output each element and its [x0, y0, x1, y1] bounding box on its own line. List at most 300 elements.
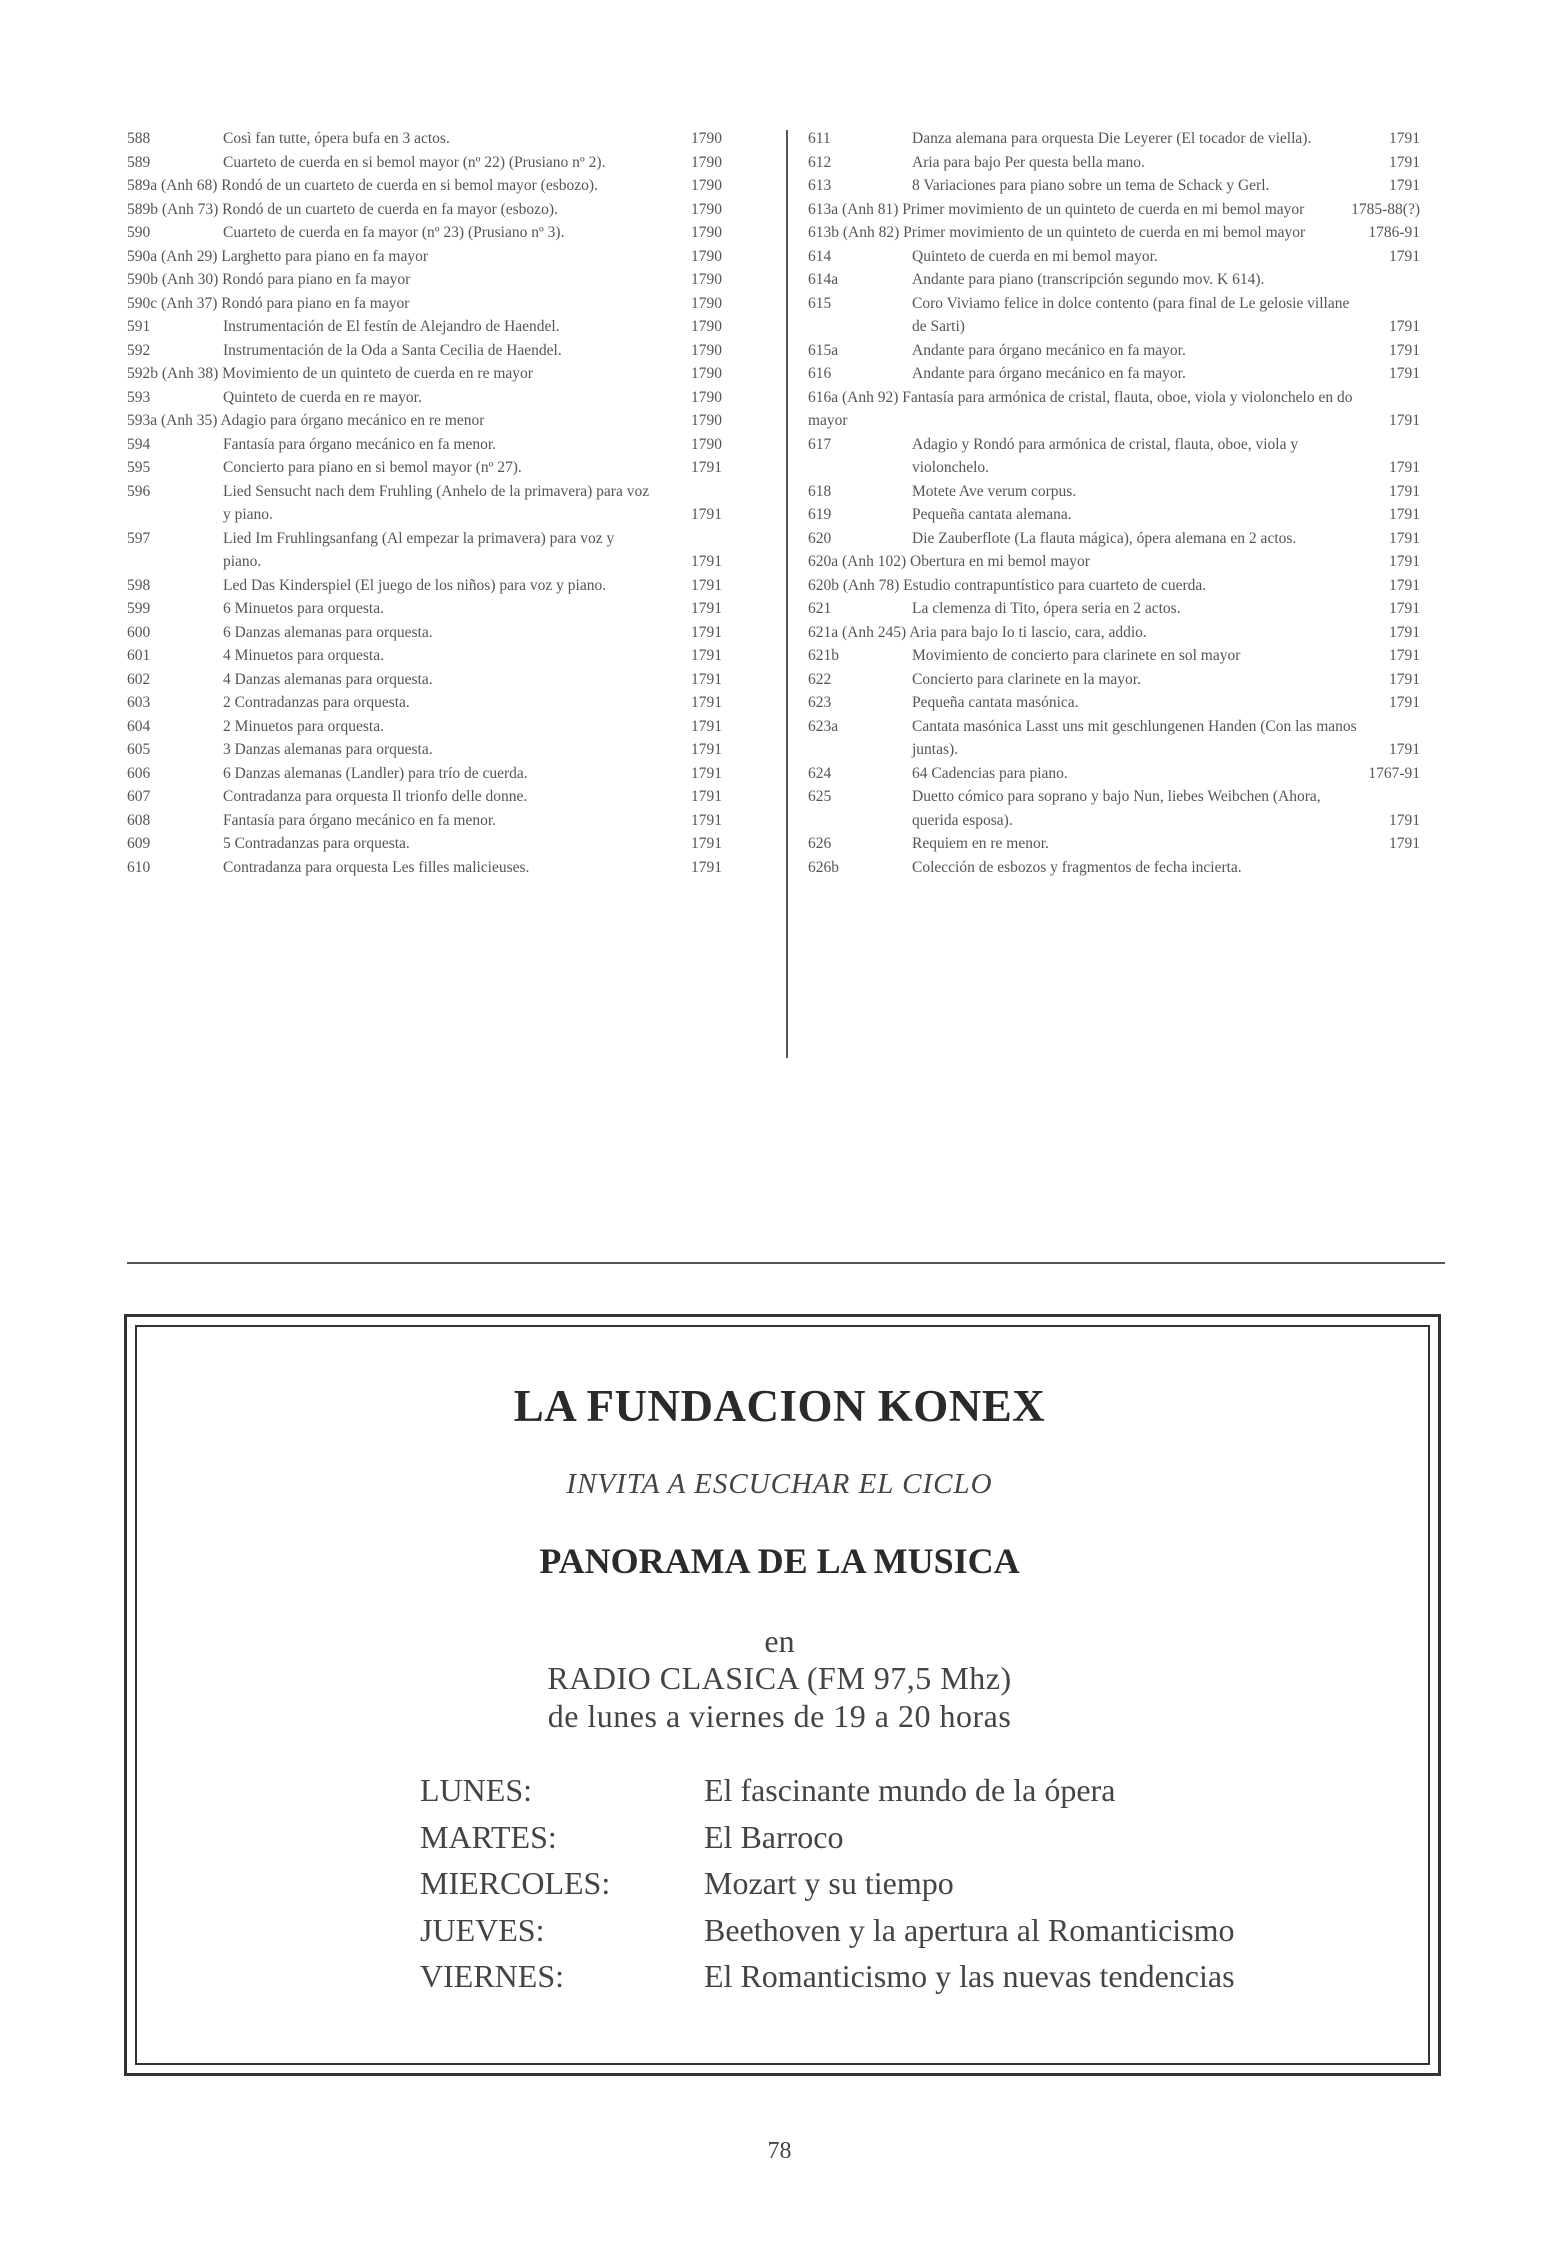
catalog-description: Obertura en mi bemol mayor [910, 553, 1090, 570]
catalog-year: 1791 [1389, 694, 1420, 711]
catalog-description: Movimiento de concierto para clarinete en sol mayor [912, 647, 1241, 664]
catalog-entry [127, 785, 722, 809]
catalog-entry-text [223, 456, 650, 480]
catalog-entry-text [808, 621, 1358, 645]
catalog-entry-text [223, 856, 650, 880]
catalog-entry [127, 527, 722, 574]
catalog-number: 613a (Anh 81) [808, 200, 899, 218]
catalog-entry-text [808, 386, 1358, 433]
schedule-topic: Beethoven y la apertura al Romanticismo [704, 1911, 1235, 1948]
catalog-description: Quinteto de cuerda en mi bemol mayor. [912, 247, 1158, 265]
catalog-entry [808, 127, 1420, 151]
catalog-number: 607 [127, 788, 151, 805]
catalog-entry [808, 198, 1420, 222]
ad-radio: RADIO CLASICA (FM 97,5 Mhz) [547, 1660, 1012, 1696]
catalog-year: 1790 [691, 294, 722, 312]
catalog-description: 8 Variaciones para piano sobre un tema de Schack y Gerl. [912, 177, 1270, 194]
catalog-entry [127, 268, 722, 292]
catalog-entry-text [223, 715, 650, 739]
catalog-number: 588 [127, 130, 151, 147]
catalog-entry [808, 550, 1420, 574]
catalog-entry-text [223, 127, 650, 151]
catalog-year: 1790 [691, 388, 722, 406]
catalog-year: 1791 [691, 647, 722, 664]
catalog-number: 614 [808, 247, 832, 265]
catalog-entry-text [912, 527, 1358, 551]
catalog-description: Rondó de un cuarteto de cuerda en fa mayor (esbozo). [222, 200, 558, 218]
catalog-year: 1791 [1389, 647, 1420, 664]
catalog-year: 1791 [691, 717, 722, 735]
catalog-year: 1791 [1389, 177, 1420, 194]
catalog-number: 605 [127, 741, 151, 758]
catalog-year: 1791 [691, 764, 722, 782]
catalog-year: 1791 [1389, 459, 1420, 476]
catalog-entry-text [912, 762, 1315, 786]
catalog-description: Instrumentación de la Oda a Santa Cecilia de Haendel. [223, 341, 562, 359]
catalog-entry-text [912, 480, 1358, 504]
catalog-year: 1791 [1389, 153, 1420, 171]
catalog-number: 621 [808, 600, 832, 617]
catalog-number: 608 [127, 811, 151, 829]
catalog-entry [808, 433, 1420, 480]
catalog-entry [808, 574, 1420, 598]
catalog-number: 609 [127, 835, 151, 852]
catalog-entry-text [223, 621, 650, 645]
catalog-number: 616a (Anh 92) [808, 388, 899, 406]
catalog-year: 1791 [1389, 318, 1420, 335]
catalog-entry-text [223, 809, 650, 833]
catalog-description: Cuarteto de cuerda en fa mayor (nº 23) (Prusiano nº 3). [223, 224, 565, 241]
catalog-description: Così fan tutte, ópera bufa en 3 actos. [223, 130, 450, 147]
catalog-description: Lied Sensucht nach dem Fruhling (Anhelo de la primavera) para voz y piano. [223, 482, 650, 523]
catalog-entry [127, 409, 722, 433]
catalog-entry [127, 809, 722, 833]
catalog-number: 612 [808, 153, 832, 171]
catalog-entry [127, 691, 722, 715]
catalog-entry-text [912, 292, 1358, 339]
catalog-description: Adagio y Rondó para armónica de cristal, flauta, oboe, viola y violonchelo. [912, 435, 1299, 476]
catalog-number: 591 [127, 318, 151, 335]
ad-title: LA FUNDACION KONEX [513, 1381, 1046, 1431]
catalog-entry [127, 221, 722, 245]
catalog-number: 621b [808, 647, 839, 664]
catalog-year: 1790 [691, 200, 722, 218]
catalog-entry-text [223, 386, 650, 410]
catalog-entry-text [223, 644, 650, 668]
catalog-year: 1785-88(?) [1351, 200, 1420, 218]
catalog-entry [808, 480, 1420, 504]
catalog-description: Instrumentación de El festín de Alejandro de Haendel. [223, 318, 560, 335]
catalog-number: 624 [808, 764, 832, 782]
catalog-entry [127, 198, 722, 222]
catalog-entry-text [223, 762, 650, 786]
catalog-entry [127, 127, 722, 151]
catalog-entry [808, 362, 1420, 386]
ad-invite: INVITA A ESCUCHAR EL CICLO [566, 1468, 993, 1500]
catalog-year: 1791 [1389, 741, 1420, 758]
catalog-year: 1791 [691, 576, 722, 594]
catalog-entry-text [127, 268, 650, 292]
catalog-right-column [808, 127, 1420, 879]
catalog-number: 595 [127, 459, 151, 476]
catalog-entry [808, 621, 1420, 645]
catalog-entry-text [223, 691, 650, 715]
schedule-day: JUEVES: [420, 1911, 545, 1948]
catalog-entry [808, 644, 1420, 668]
catalog-description: 6 Danzas alemanas (Landler) para trío de cuerda. [223, 764, 528, 782]
schedule-row [420, 1912, 1380, 1959]
catalog-number: 613 [808, 177, 832, 194]
catalog-number: 590 [127, 224, 151, 241]
catalog-number: 626 [808, 835, 832, 852]
catalog-entry [127, 856, 722, 880]
catalog-entry-text [912, 597, 1358, 621]
catalog-entry [127, 832, 722, 856]
catalog-entry-text [808, 221, 1315, 245]
catalog-description: Rondó para piano en fa mayor [222, 271, 411, 288]
catalog-entry-text [223, 527, 650, 574]
catalog-entry-text [223, 221, 650, 245]
catalog-description: Die Zauberflote (La flauta mágica), ópera alemana en 2 actos. [912, 529, 1297, 547]
catalog-year: 1790 [691, 365, 722, 382]
catalog-entry-text [912, 433, 1358, 480]
catalog-entry-text [912, 339, 1358, 363]
schedule-day: VIERNES: [420, 1958, 564, 1994]
catalog-description: 4 Minuetos para orquesta. [223, 647, 384, 664]
catalog-year: 1791 [1389, 529, 1420, 547]
catalog-year: 1791 [1389, 341, 1420, 359]
catalog-number: 603 [127, 694, 151, 711]
catalog-entry [808, 268, 1420, 292]
catalog-description: 3 Danzas alemanas para orquesta. [223, 741, 433, 758]
catalog-year: 1790 [691, 412, 722, 429]
catalog-description: Duetto cómico para soprano y bajo Nun, liebes Weibchen (Ahora, querida esposa). [912, 788, 1321, 829]
ad-day-schedule [420, 1772, 1380, 2005]
catalog-year: 1790 [691, 130, 722, 147]
catalog-number: 613b (Anh 82) [808, 224, 900, 241]
catalog-entry-text [223, 574, 650, 598]
catalog-entry [808, 221, 1420, 245]
catalog-description: Pequeña cantata alemana. [912, 506, 1072, 523]
catalog-entry-text [223, 151, 650, 175]
catalog-entry-text [912, 644, 1358, 668]
catalog-number: 597 [127, 529, 151, 547]
catalog-number: 596 [127, 482, 151, 500]
catalog-number: 593a (Anh 35) [127, 412, 218, 429]
catalog-number: 602 [127, 670, 151, 688]
schedule-day: MIERCOLES: [420, 1865, 611, 1901]
catalog-year: 1791 [1389, 553, 1420, 570]
catalog-entry-text [223, 433, 650, 457]
catalog-entry [127, 480, 722, 527]
catalog-description: Concierto para clarinete en la mayor. [912, 670, 1141, 688]
catalog-entry [808, 691, 1420, 715]
ad-program: PANORAMA DE LA MUSICA [539, 1541, 1020, 1581]
catalog-entry [808, 174, 1420, 198]
catalog-description: Primer movimiento de un quinteto de cuerda en mi bemol mayor [902, 200, 1305, 218]
catalog-number: 590c (Anh 37) [127, 294, 218, 312]
catalog-entry [808, 832, 1420, 856]
catalog-entry-text [912, 245, 1358, 269]
catalog-entry-text [223, 785, 650, 809]
catalog-year: 1791 [1389, 506, 1420, 523]
catalog-number: 615a [808, 341, 839, 359]
catalog-number: 589b (Anh 73) [127, 200, 219, 218]
catalog-entry-text [127, 245, 650, 269]
catalog-year: 1791 [691, 459, 722, 476]
catalog-entry [127, 738, 722, 762]
catalog-number: 621a (Anh 245) [808, 623, 907, 641]
catalog-description: Andante para piano (transcripción segundo mov. K 614). [912, 271, 1265, 288]
catalog-description: Coro Viviamo felice in dolce contento (para final de Le gelosie villane de Sarti) [912, 294, 1350, 335]
catalog-year: 1791 [1389, 482, 1420, 500]
catalog-number: 626b [808, 858, 839, 876]
catalog-description: Motete Ave verum corpus. [912, 482, 1077, 500]
catalog-description: Danza alemana para orquesta Die Leyerer (El tocador de viella). [912, 130, 1312, 147]
catalog-year: 1791 [691, 553, 722, 570]
catalog-description: 5 Contradanzas para orquesta. [223, 835, 410, 852]
catalog-description: Primer movimiento de un quinteto de cuerda en mi bemol mayor [903, 224, 1306, 241]
catalog-description: 2 Minuetos para orquesta. [223, 717, 384, 735]
catalog-description: Adagio para órgano mecánico en re menor [220, 412, 485, 429]
catalog-entry [127, 339, 722, 363]
catalog-entry [808, 339, 1420, 363]
catalog-year: 1790 [691, 341, 722, 359]
catalog-entry [127, 597, 722, 621]
catalog-number: 594 [127, 435, 151, 453]
page-number: 78 [767, 2138, 792, 2164]
catalog-year: 1791 [1389, 247, 1420, 265]
schedule-row [420, 1958, 1380, 2005]
catalog-number: 590b (Anh 30) [127, 271, 219, 288]
catalog-entry-text [127, 362, 650, 386]
catalog-number: 601 [127, 647, 151, 664]
catalog-entry-text [912, 174, 1358, 198]
catalog-entry-text [127, 409, 650, 433]
catalog-year: 1786-91 [1368, 224, 1420, 241]
catalog-year: 1791 [691, 858, 722, 876]
catalog-description: Pequeña cantata masónica. [912, 694, 1079, 711]
catalog-entry [127, 456, 722, 480]
catalog-entry [808, 292, 1420, 339]
catalog-description: 64 Cadencias para piano. [912, 764, 1068, 782]
catalog-entry [127, 574, 722, 598]
ad-schedule: de lunes a viernes de 19 a 20 horas [547, 1698, 1012, 1734]
catalog-entry [808, 245, 1420, 269]
catalog-description: Lied Im Fruhlingsanfang (Al empezar la primavera) para voz y piano. [223, 529, 615, 570]
catalog-number: 619 [808, 506, 832, 523]
catalog-entry-text [912, 785, 1358, 832]
catalog-year: 1791 [1389, 365, 1420, 382]
catalog-description: La clemenza di Tito, ópera seria en 2 actos. [912, 600, 1181, 617]
catalog-description: Requiem en re menor. [912, 835, 1049, 852]
catalog-number: 600 [127, 623, 151, 641]
catalog-entry [127, 315, 722, 339]
catalog-entry-text [808, 550, 1358, 574]
catalog-description: 6 Danzas alemanas para orquesta. [223, 623, 433, 641]
catalog-description: Andante para órgano mecánico en fa mayor. [912, 341, 1186, 359]
catalog-year: 1790 [691, 435, 722, 453]
catalog-description: 2 Contradanzas para orquesta. [223, 694, 410, 711]
catalog-description: 4 Danzas alemanas para orquesta. [223, 670, 433, 688]
catalog-number: 623 [808, 694, 832, 711]
catalog-number: 589 [127, 153, 151, 171]
catalog-entry-text [912, 362, 1358, 386]
catalog-description: Cantata masónica Lasst uns mit geschlungenen Handen (Con las manos juntas). [912, 717, 1357, 758]
schedule-row [420, 1819, 1380, 1866]
catalog-entry-text [127, 174, 650, 198]
catalog-entry-text [912, 715, 1358, 762]
catalog-entry-text [912, 691, 1358, 715]
catalog-entry [127, 762, 722, 786]
catalog-entry [808, 386, 1420, 433]
catalog-entry-text [223, 315, 650, 339]
schedule-topic: El Romanticismo y las nuevas tendencias [704, 1958, 1235, 1994]
catalog-entry [127, 174, 722, 198]
catalog-year: 1790 [691, 177, 722, 194]
schedule-row [420, 1772, 1380, 1819]
catalog-year: 1791 [1389, 600, 1420, 617]
catalog-description: Movimiento de un quinteto de cuerda en re mayor [222, 365, 533, 382]
catalog-number: 620 [808, 529, 832, 547]
schedule-topic: Mozart y su tiempo [704, 1865, 954, 1901]
catalog-description: Contradanza para orquesta Les filles malicieuses. [223, 858, 530, 876]
catalog-number: 592 [127, 341, 151, 359]
catalog-description: Cuarteto de cuerda en si bemol mayor (nº 22) (Prusiano nº 2). [223, 153, 606, 171]
catalog-entry-text [912, 856, 1358, 880]
schedule-day: LUNES: [420, 1772, 532, 1808]
catalog-entry-text [223, 668, 650, 692]
catalog-description: Rondó para piano en fa mayor [221, 294, 410, 312]
catalog-entry-text [127, 198, 650, 222]
catalog-year: 1790 [691, 247, 722, 265]
catalog-year: 1791 [691, 811, 722, 829]
catalog-description: Led Das Kinderspiel (El juego de los niños) para voz y piano. [223, 576, 607, 594]
catalog-entry [127, 644, 722, 668]
catalog-number: 625 [808, 788, 832, 805]
catalog-year: 1791 [1389, 670, 1420, 688]
catalog-number: 623a [808, 717, 839, 735]
catalog-number: 598 [127, 576, 151, 594]
catalog-entry [127, 715, 722, 739]
catalog-year: 1791 [691, 694, 722, 711]
catalog-number: 606 [127, 764, 151, 782]
catalog-description: Contradanza para orquesta Il trionfo delle donne. [223, 788, 528, 805]
catalog-entry-text [912, 668, 1358, 692]
catalog-entry [127, 668, 722, 692]
catalog-entry-text [912, 151, 1358, 175]
catalog-entry [808, 597, 1420, 621]
catalog-year: 1791 [691, 623, 722, 641]
catalog-year: 1791 [1389, 130, 1420, 147]
catalog-entry-text [912, 503, 1358, 527]
schedule-topic: El Barroco [704, 1818, 844, 1855]
catalog-entry [808, 715, 1420, 762]
catalog-entry [808, 527, 1420, 551]
catalog-description: Rondó de un cuarteto de cuerda en si bemol mayor (esbozo). [221, 177, 598, 194]
catalog-year: 1790 [691, 224, 722, 241]
catalog-entry [808, 668, 1420, 692]
catalog-year: 1791 [691, 741, 722, 758]
catalog-entry [808, 762, 1420, 786]
catalog-number: 590a (Anh 29) [127, 247, 218, 265]
catalog-description: Quinteto de cuerda en re mayor. [223, 388, 422, 406]
catalog-number: 615 [808, 294, 832, 312]
catalog-year: 1791 [691, 788, 722, 805]
catalog-description: Aria para bajo Io ti lascio, cara, addio. [909, 623, 1147, 641]
catalog-description: Andante para órgano mecánico en fa mayor. [912, 365, 1186, 382]
catalog-year: 1791 [1389, 835, 1420, 852]
catalog-year: 1790 [691, 153, 722, 171]
catalog-entry [127, 292, 722, 316]
catalog-year: 1791 [691, 835, 722, 852]
catalog-description: Larghetto para piano en fa mayor [221, 247, 429, 265]
catalog-description: Fantasía para armónica de cristal, flauta, oboe, viola y violonchelo en do mayor [808, 388, 1353, 429]
catalog-year: 1791 [691, 600, 722, 617]
catalog-description: Estudio contrapuntístico para cuarteto de cuerda. [903, 576, 1207, 594]
catalog-entry [808, 151, 1420, 175]
catalog-entry-text [223, 480, 650, 527]
catalog-number: 620b (Anh 78) [808, 576, 900, 594]
catalog-left-column [127, 127, 722, 879]
catalog-year: 1791 [1389, 811, 1420, 829]
ad-en: en [764, 1623, 795, 1659]
schedule-topic: El fascinante mundo de la ópera [704, 1772, 1116, 1808]
schedule-row [420, 1865, 1380, 1912]
catalog-number: 620a (Anh 102) [808, 553, 907, 570]
catalog-number: 604 [127, 717, 151, 735]
catalog-entry-text [223, 339, 650, 363]
catalog-year: 1790 [691, 318, 722, 335]
catalog-description: Fantasía para órgano mecánico en fa menor. [223, 811, 497, 829]
catalog-year: 1791 [1389, 412, 1420, 429]
horizontal-rule [127, 1262, 1445, 1264]
catalog-entry-text [912, 832, 1358, 856]
catalog-number: 617 [808, 435, 832, 453]
catalog-entry [808, 785, 1420, 832]
catalog-entry [127, 362, 722, 386]
catalog-entry-text [808, 574, 1358, 598]
catalog-number: 611 [808, 130, 831, 147]
catalog-number: 599 [127, 600, 151, 617]
column-divider [786, 130, 788, 1058]
catalog-year: 1767-91 [1368, 764, 1420, 782]
catalog-description: Concierto para piano en si bemol mayor (nº 27). [223, 459, 522, 476]
catalog-entry-text [912, 127, 1358, 151]
catalog-number: 593 [127, 388, 151, 406]
catalog-entry-text [127, 292, 650, 316]
catalog-description: 6 Minuetos para orquesta. [223, 600, 384, 617]
catalog-entry [127, 386, 722, 410]
catalog-description: Fantasía para órgano mecánico en fa menor. [223, 435, 497, 453]
schedule-day: MARTES: [420, 1818, 557, 1855]
catalog-number: 618 [808, 482, 832, 500]
catalog-entry [127, 151, 722, 175]
catalog-number: 622 [808, 670, 832, 688]
catalog-number: 589a (Anh 68) [127, 177, 218, 194]
catalog-year: 1791 [1389, 623, 1420, 641]
catalog-number: 592b (Anh 38) [127, 365, 219, 382]
catalog-entry [808, 503, 1420, 527]
catalog-year: 1790 [691, 271, 722, 288]
catalog-entry [127, 433, 722, 457]
catalog-number: 614a [808, 271, 839, 288]
catalog-entry-text [808, 198, 1315, 222]
catalog-number: 610 [127, 858, 151, 876]
catalog-entry [127, 621, 722, 645]
catalog-description: Aria para bajo Per questa bella mano. [912, 153, 1145, 171]
catalog-entry-text [223, 597, 650, 621]
